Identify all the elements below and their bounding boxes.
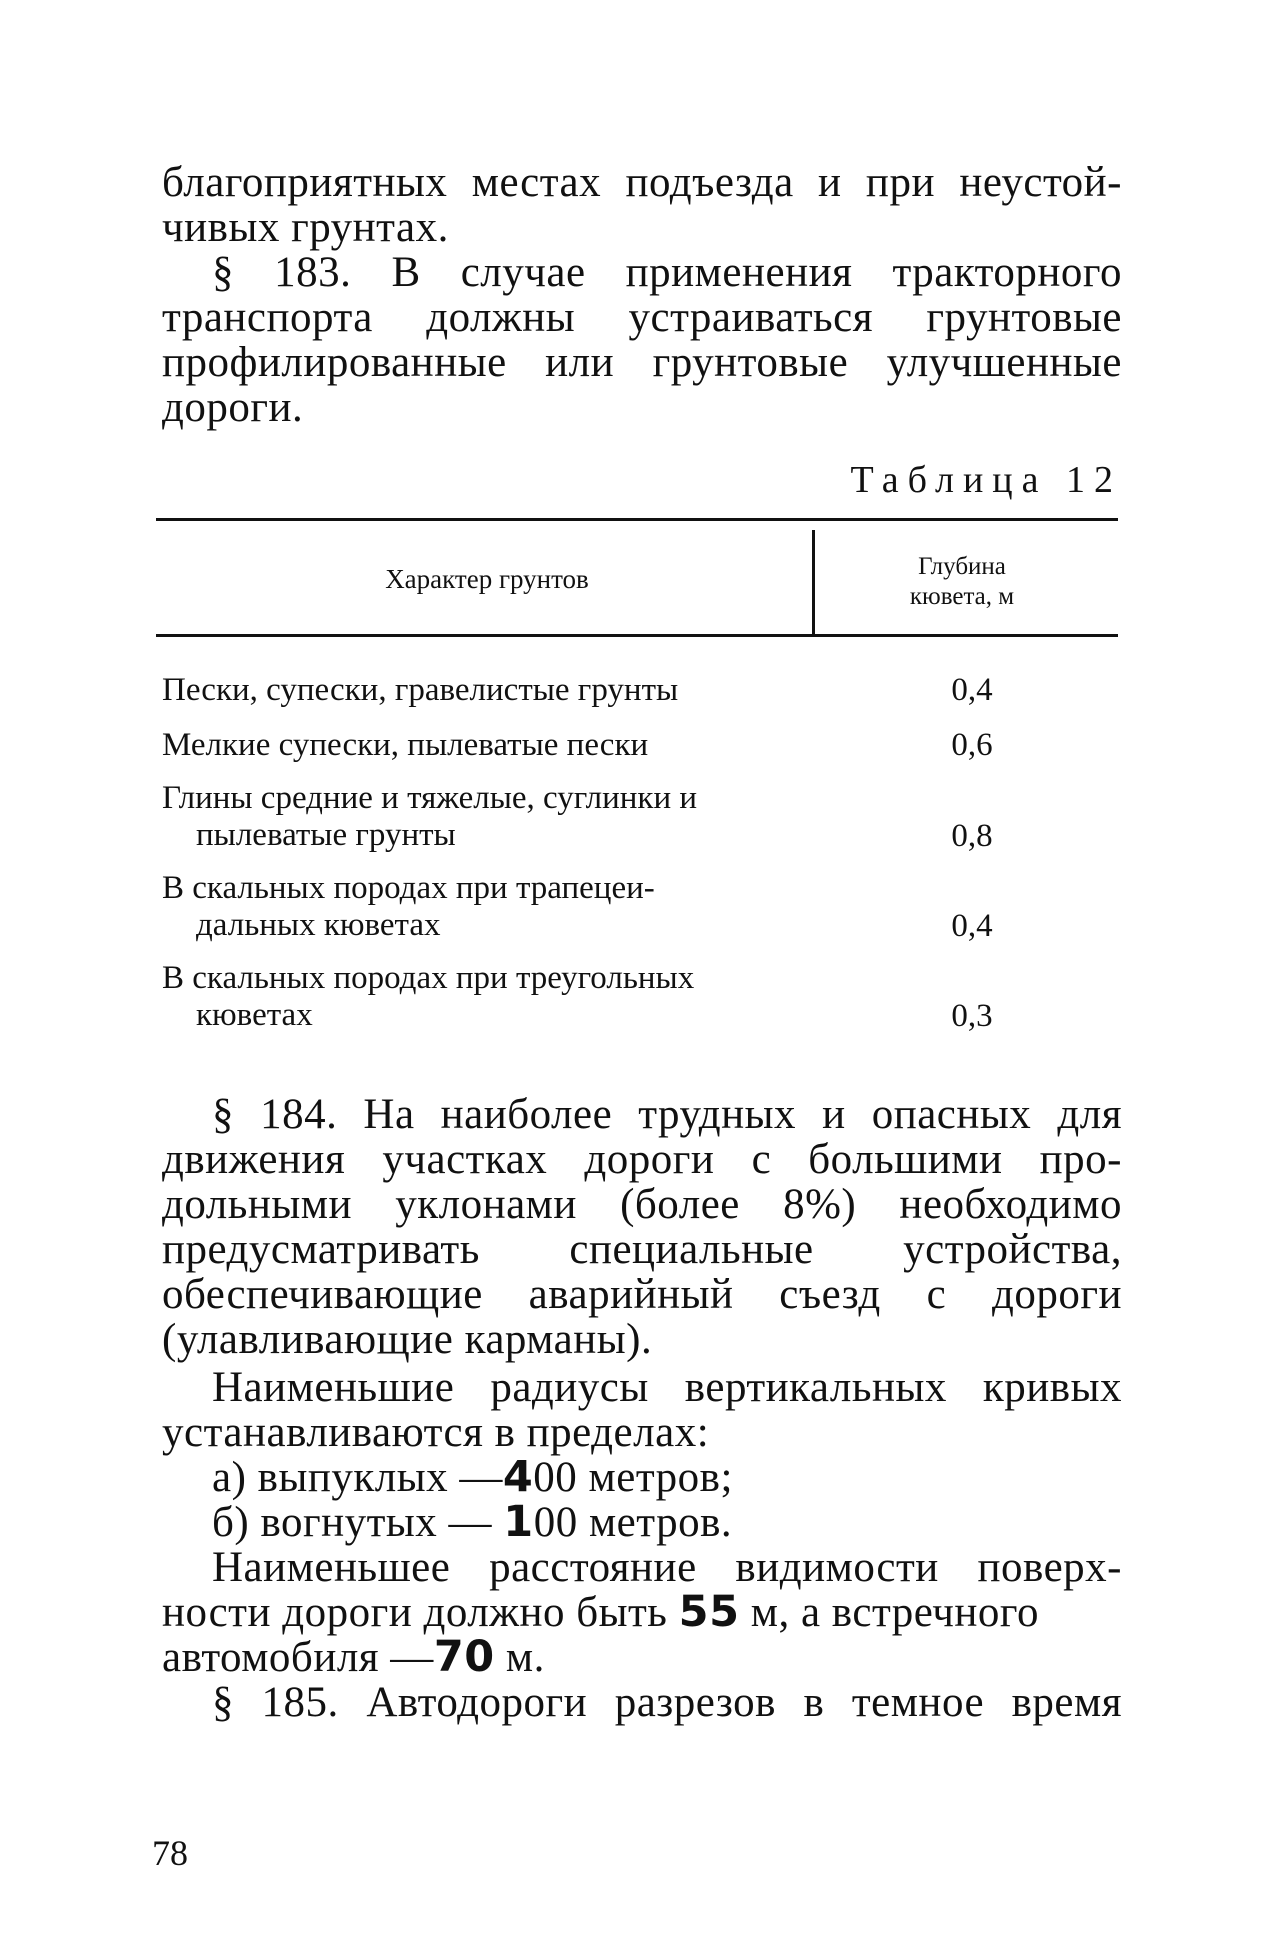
row-soil-line1: В скальных породах при трапецеи- [162, 870, 655, 906]
text-line: Наименьшее расстояние видимости поверх- [212, 1544, 1122, 1591]
text-line: дороги. [162, 384, 304, 431]
row-depth: 0,8 [951, 818, 993, 854]
row-depth: 0,6 [951, 727, 993, 763]
text-line: устанавливаются в пределах: [162, 1409, 710, 1456]
text-line: дольными уклонами (более 8%) необходимо [162, 1181, 1122, 1228]
section-183 [162, 250, 1122, 430]
visibility-text: м. [494, 1634, 545, 1681]
row-depth: 0,4 [951, 672, 993, 708]
radius-convex-value: 00 метров; [533, 1454, 733, 1501]
table-caption: Таблица 12 [850, 459, 1122, 501]
row-soil [162, 780, 802, 854]
page-number: 78 [152, 1833, 188, 1873]
row-soil-line2: кюветах [196, 997, 313, 1033]
visibility-text: автомобиля — [162, 1634, 434, 1681]
row-soil [162, 672, 802, 709]
radii-paragraph [162, 1365, 1122, 1545]
handwritten-number: 70 [433, 1632, 495, 1682]
visibility-line3 [162, 1632, 1122, 1682]
text-line: (улавливающие карманы). [162, 1316, 653, 1363]
row-soil-line1: Глины средние и тяжелые, суглинки и [162, 780, 698, 816]
header-ditch-depth [812, 552, 1112, 612]
header-ditch-depth-line2: кювета, м [909, 583, 1015, 610]
table-top-rule [156, 518, 1118, 521]
row-soil-line2: пылеватые грунты [196, 817, 456, 853]
text-line: обеспечивающие аварийный съезд с дороги [162, 1271, 1122, 1318]
text-line: профилированные или грунтовые улучшенные [162, 339, 1122, 386]
row-soil-line1: В скальных породах при треугольных [162, 960, 695, 996]
text-line: § 183. В случае применения тракторного [212, 249, 1122, 296]
row-soil-line1: Мелкие супески, пылеватые пески [162, 727, 649, 763]
radius-concave-line [162, 1497, 1122, 1547]
handwritten-number: 55 [678, 1587, 740, 1637]
text-line: предусматривать специальные устройства, [162, 1226, 1122, 1273]
table-header-rule [156, 634, 1118, 637]
row-soil-line1: Пески, супески, гравелистые грунты [162, 672, 679, 708]
text-line: благоприятных местах подъезда и при неустой- [162, 159, 1122, 206]
radius-concave-label: б) вогнутых — [212, 1499, 504, 1546]
row-soil [162, 870, 802, 944]
visibility-line2 [162, 1587, 1122, 1637]
radius-concave-value: 00 метров. [533, 1499, 733, 1546]
row-depth: 0,4 [951, 908, 993, 944]
handwritten-digit: 4 [502, 1452, 534, 1502]
text-line: движения участках дороги с большими про- [162, 1136, 1122, 1183]
text-line: транспорта должны устраиваться грунтовые [162, 294, 1122, 341]
text-line: чивых грунтах. [162, 204, 449, 251]
row-soil [162, 727, 802, 764]
text-line: § 184. На наиболее трудных и опасных для [212, 1091, 1122, 1138]
row-soil-line2: дальных кюветах [196, 907, 441, 943]
top-paragraph [162, 160, 1122, 250]
header-ditch-depth-line1: Глубина [918, 553, 1006, 580]
section-184 [162, 1092, 1122, 1362]
text-line: Наименьшие радиусы вертикальных кривых [212, 1364, 1122, 1411]
handwritten-digit: 1 [503, 1497, 534, 1547]
row-soil [162, 960, 802, 1034]
header-soil-type: Характер грунтов [385, 564, 589, 594]
radius-convex-line [162, 1452, 1122, 1502]
row-depth: 0,3 [951, 998, 993, 1034]
visibility-text: м, а встречного [739, 1589, 1039, 1636]
visibility-paragraph [162, 1545, 1122, 1680]
text-line: § 185. Автодороги разрезов в темное время [212, 1679, 1122, 1726]
radius-convex-label: а) выпуклых — [212, 1454, 503, 1501]
section-185 [162, 1680, 1122, 1725]
visibility-text: ности дороги должно быть [162, 1589, 679, 1636]
